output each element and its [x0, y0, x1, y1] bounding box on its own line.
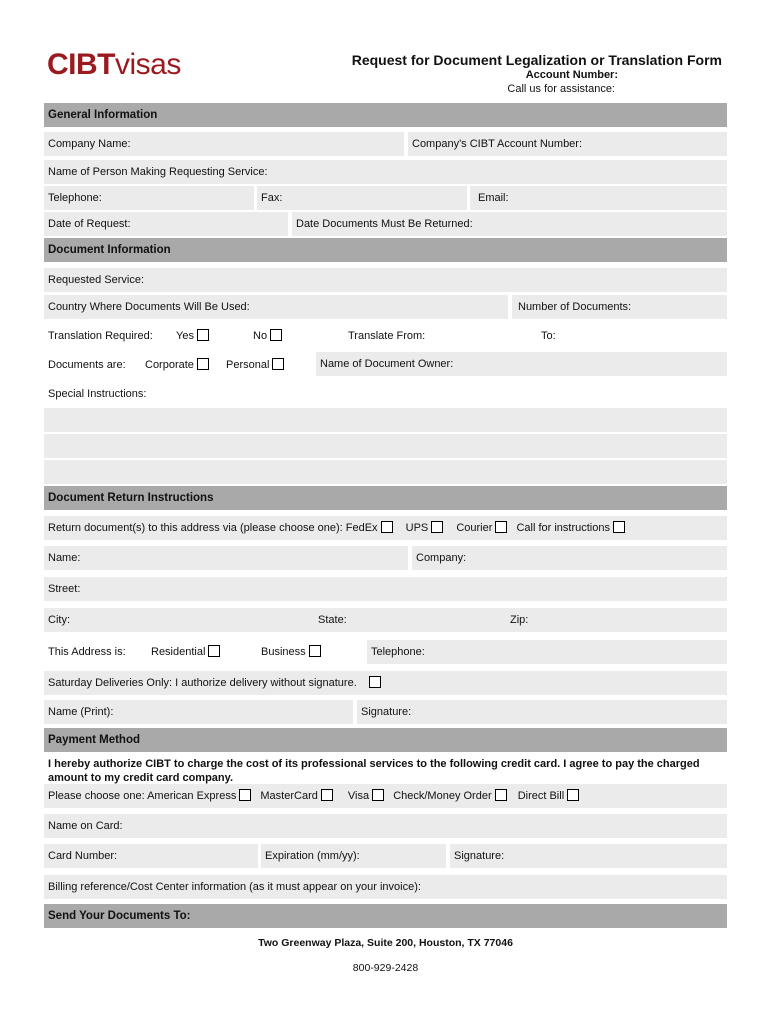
logo-visas-text: visas: [115, 48, 181, 81]
payment-signature-field[interactable]: [450, 844, 727, 868]
residential-checkbox[interactable]: [208, 645, 220, 657]
section-general-information: General Information: [44, 103, 727, 127]
country-label: Country Where Documents Will Be Used:: [48, 301, 250, 313]
document-owner-label: Name of Document Owner:: [320, 358, 454, 370]
documents-are-label: Documents are:: [48, 359, 126, 371]
country-field[interactable]: [44, 295, 508, 319]
requested-service-label: Requested Service:: [48, 274, 144, 286]
company-name-field[interactable]: [44, 132, 404, 156]
ups-checkbox[interactable]: [431, 521, 443, 533]
date-request-label: Date of Request:: [48, 218, 131, 230]
return-telephone-label: Telephone:: [371, 646, 425, 658]
call-assistance-label: Call us for assistance:: [507, 83, 615, 95]
payment-choice-row: [44, 784, 727, 808]
translation-yes-option[interactable]: [176, 324, 209, 348]
check-label: Check/Money Order: [393, 790, 492, 802]
return-signature-label: Signature:: [361, 706, 412, 718]
fax-field[interactable]: [257, 186, 467, 210]
translate-from-label: Translate From:: [348, 330, 426, 342]
fax-label: Fax:: [261, 192, 283, 204]
yes-checkbox[interactable]: [197, 329, 209, 341]
name-print-field[interactable]: [44, 700, 353, 724]
telephone-field[interactable]: [44, 186, 254, 210]
special-instructions-line-1[interactable]: [44, 408, 727, 432]
state-label: State:: [318, 614, 347, 626]
translate-to-label: To:: [541, 330, 556, 342]
form-title: Request for Document Legalization or Translation Form: [351, 52, 722, 68]
courier-label: Courier: [456, 522, 493, 534]
street-field[interactable]: [44, 577, 727, 601]
name-on-card-label: Name on Card:: [48, 820, 123, 832]
address-is-label: This Address is:: [48, 646, 126, 658]
num-docs-label: Number of Documents:: [518, 301, 632, 313]
amex-checkbox[interactable]: [239, 789, 251, 801]
mailing-address: Two Greenway Plaza, Suite 200, Houston, TX 77046: [258, 937, 513, 949]
business-checkbox[interactable]: [309, 645, 321, 657]
zip-label: Zip:: [510, 614, 529, 626]
corporate-checkbox[interactable]: [197, 358, 209, 370]
translation-no-option[interactable]: [253, 324, 282, 348]
section-document-information: Document Information: [44, 238, 727, 262]
name-print-label: Name (Print):: [48, 706, 114, 718]
personal-checkbox[interactable]: [272, 358, 284, 370]
email-label: Email:: [478, 192, 509, 204]
cibt-account-label: Company's CIBT Account Number:: [412, 138, 583, 150]
name-on-card-field[interactable]: [44, 814, 727, 838]
date-request-field[interactable]: [44, 212, 288, 236]
mastercard-label: MasterCard: [260, 790, 318, 802]
payment-signature-label: Signature:: [454, 850, 505, 862]
residential-option[interactable]: [151, 640, 220, 664]
corporate-label: Corporate: [145, 359, 194, 371]
billing-reference-label: Billing reference/Cost Center information (as it must appear on your invoice):: [48, 881, 421, 893]
return-via-label: Return document(s) to this address via (please choose one): FedEx: [48, 522, 378, 534]
company-name-label: Company Name:: [48, 138, 131, 150]
billing-reference-field[interactable]: [44, 875, 727, 899]
return-company-field[interactable]: [412, 546, 727, 570]
email-field[interactable]: [470, 186, 727, 210]
translation-required-label: Translation Required:: [48, 330, 153, 342]
yes-label: Yes: [176, 330, 194, 342]
direct-bill-checkbox[interactable]: [567, 789, 579, 801]
business-label: Business: [261, 646, 306, 658]
residential-label: Residential: [151, 646, 206, 658]
call-instructions-label: Call for instructions: [516, 522, 610, 534]
return-name-label: Name:: [48, 552, 81, 564]
special-instructions-label: Special Instructions:: [48, 388, 147, 400]
visa-label: Visa: [347, 790, 370, 802]
expiration-field[interactable]: [261, 844, 446, 868]
cibt-account-field[interactable]: [408, 132, 727, 156]
saturday-checkbox[interactable]: [369, 676, 381, 688]
business-option[interactable]: [261, 640, 321, 664]
date-return-label: Date Documents Must Be Returned:: [296, 218, 473, 230]
date-return-field[interactable]: [292, 212, 727, 236]
section-payment-method: Payment Method: [44, 728, 727, 752]
city-label: City:: [48, 614, 70, 626]
saturday-delivery-row[interactable]: [44, 671, 727, 695]
city-state-zip-row[interactable]: [44, 608, 727, 632]
num-docs-field[interactable]: [512, 295, 727, 319]
phone-number: 800-929-2428: [352, 962, 419, 974]
logo-cibt-text: CIBT: [47, 48, 115, 81]
no-label: No: [253, 330, 268, 342]
visa-checkbox[interactable]: [372, 789, 384, 801]
return-company-label: Company:: [416, 552, 467, 564]
person-name-label: Name of Person Making Requesting Service:: [48, 166, 268, 178]
section-send-documents: Send Your Documents To:: [44, 904, 727, 928]
document-owner-field[interactable]: [316, 352, 727, 376]
special-instructions-line-2[interactable]: [44, 434, 727, 458]
mastercard-checkbox[interactable]: [321, 789, 333, 801]
choose-payment-label: Please choose one: American Express: [48, 790, 237, 802]
card-number-label: Card Number:: [48, 850, 118, 862]
call-instructions-checkbox[interactable]: [613, 521, 625, 533]
account-number-label: Account Number:: [525, 69, 618, 81]
direct-bill-label: Direct Bill: [517, 790, 565, 802]
ups-label: UPS: [405, 522, 429, 534]
personal-option[interactable]: [226, 353, 284, 377]
return-signature-field[interactable]: [357, 700, 727, 724]
card-number-field[interactable]: [44, 844, 258, 868]
return-name-field[interactable]: [44, 546, 408, 570]
return-method-row: [44, 516, 727, 540]
street-label: Street:: [48, 583, 81, 595]
corporate-option[interactable]: [145, 353, 209, 377]
cibt-logo: [47, 48, 181, 82]
fedex-checkbox[interactable]: [381, 521, 393, 533]
telephone-label: Telephone:: [48, 192, 102, 204]
check-checkbox[interactable]: [495, 789, 507, 801]
person-name-field[interactable]: [44, 160, 727, 184]
expiration-label: Expiration (mm/yy):: [265, 850, 360, 862]
no-checkbox[interactable]: [270, 329, 282, 341]
special-instructions-line-3[interactable]: [44, 460, 727, 484]
authorization-text: I hereby authorize CIBT to charge the cost of its professional services to the following credit card. I agree to pay the charged amount to my credit card company.: [48, 758, 700, 784]
courier-checkbox[interactable]: [495, 521, 507, 533]
section-document-return: Document Return Instructions: [44, 486, 727, 510]
saturday-label: Saturday Deliveries Only: I authorize delivery without signature.: [48, 677, 357, 689]
personal-label: Personal: [226, 359, 270, 371]
return-telephone-field[interactable]: [367, 640, 727, 664]
requested-service-field[interactable]: [44, 268, 727, 292]
